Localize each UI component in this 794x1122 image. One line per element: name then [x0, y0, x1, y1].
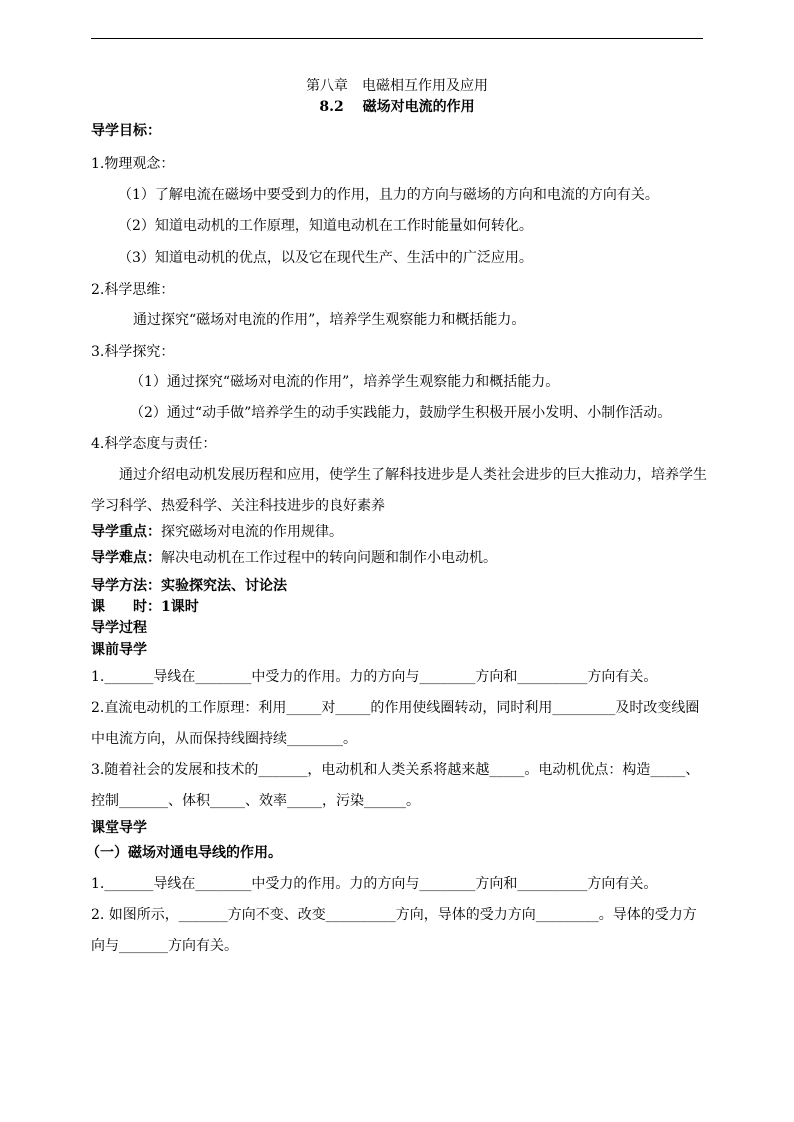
difficulty-label: 导学难点：	[91, 550, 161, 566]
attitude-title: 4.科学态度与责任：	[91, 436, 217, 452]
physics-item-2: （2）知道电动机的工作原理，知道电动机在工作时能量如何转化。	[118, 218, 533, 234]
pre-class-question-3-line-1: 3.随着社会的发展和技术的_______，电动机和人类关系将越来越_____。电动机优点：构造_____、	[91, 762, 700, 778]
in-class-question-1: 1._______导线在________中受力的作用。力的方向与________方向和__________方向有关。	[91, 876, 658, 892]
physics-concept-title: 1.物理观念：	[91, 156, 175, 172]
attitude-line-1: 通过介绍电动机发展历程和应用，使学生了解科技进步是人类社会进步的巨大推动力，培养学生	[119, 467, 707, 483]
header-rule	[91, 38, 703, 39]
objectives-heading: 导学目标：	[91, 123, 161, 139]
pre-class-question-2-line-1: 2.直流电动机的工作原理：利用_____对_____的作用使线圈转动，同时利用_________及时改变线圈	[91, 700, 700, 716]
section-title: 8.2 磁场对电流的作用	[319, 99, 475, 115]
key-point-label: 导学重点：	[91, 524, 161, 540]
difficulty	[91, 548, 497, 568]
in-class-subheading: （一）磁场对通电导线的作用。	[86, 845, 282, 861]
teaching-method: 导学方法：实验探究法、讨论法	[91, 578, 287, 594]
pre-class-question-3-line-2: 控制_______、体积_____、效率_____，污染______。	[91, 793, 420, 809]
key-point	[91, 522, 343, 542]
in-class-question-2-line-1: 2. 如图所示，_______方向不变、改变__________方向，导体的受力方向_________。导体的受力方	[91, 907, 697, 923]
process-heading: 导学过程	[91, 620, 147, 636]
pre-class-question-1: 1._______导线在________中受力的作用。力的方向与________方向和__________方向有关。	[91, 669, 658, 685]
chapter-title: 第八章 电磁相互作用及应用	[306, 78, 488, 94]
pre-class-question-2-line-2: 中电流方向，从而保持线圈持续________。	[91, 731, 357, 747]
in-class-question-2-line-2: 向与_______方向有关。	[91, 938, 238, 954]
physics-item-1: （1）了解电流在磁场中要受到力的作用，且力的方向与磁场的方向和电流的方向有关。	[118, 187, 659, 203]
attitude-line-2: 学习科学、热爱科学、关注科技进步的良好素养	[91, 498, 385, 514]
key-point-text: 探究磁场对电流的作用规律。	[161, 524, 343, 540]
scientific-inquiry-title: 3.科学探究：	[91, 344, 175, 360]
class-period: 课 时：1课时	[91, 599, 199, 615]
scientific-thinking-text: 通过探究“磁场对电流的作用”，培养学生观察能力和概括能力。	[133, 312, 526, 328]
difficulty-text: 解决电动机在工作过程中的转向问题和制作小电动机。	[161, 550, 497, 566]
physics-item-3: （3）知道电动机的优点，以及它在现代生产、生活中的广泛应用。	[118, 250, 533, 266]
inquiry-item-2: （2）通过“动手做”培养学生的动手实践能力，鼓励学生积极开展小发明、小制作活动。	[130, 405, 672, 421]
in-class-heading: 课堂导学	[91, 820, 147, 836]
scientific-thinking-title: 2.科学思维：	[91, 282, 175, 298]
pre-class-heading: 课前导学	[91, 642, 147, 658]
inquiry-item-1: （1）通过探究“磁场对电流的作用”，培养学生观察能力和概括能力。	[130, 374, 560, 390]
